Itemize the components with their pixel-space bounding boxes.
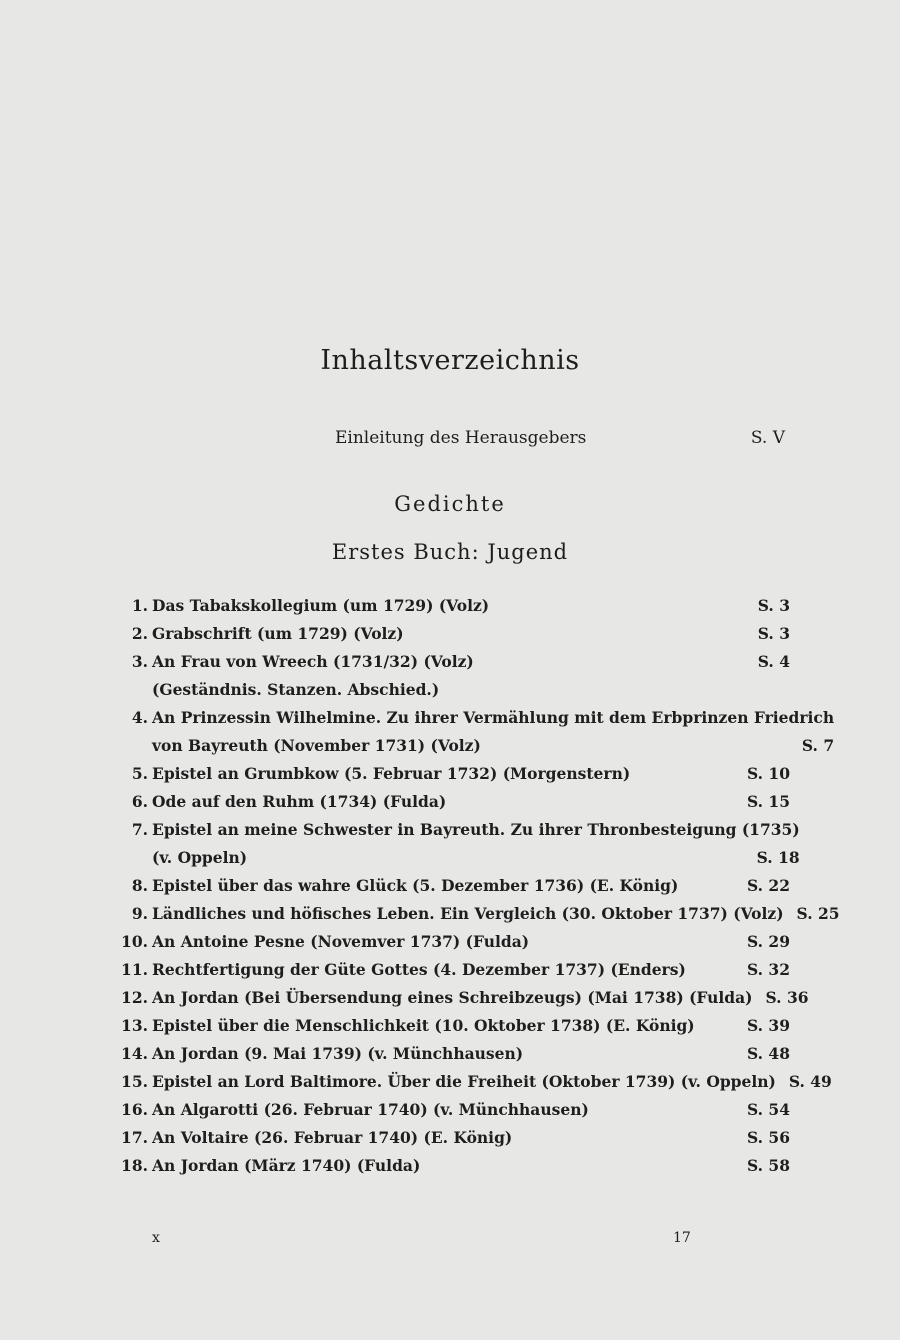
entry-title: An Jordan (9. Mai 1739) (v. Münchhausen) [152,1044,524,1063]
entry-number: 10. [121,932,148,951]
entry-page: S. 25 [796,904,840,923]
toc-entry [110,620,790,648]
entry-title: An Antoine Pesne (Novemver 1737) (Fulda) [152,932,530,951]
toc-entry [110,1152,790,1180]
entry-page: S. 3 [757,624,790,643]
entry-page: S. 7 [801,736,835,755]
entry-title: Epistel über das wahre Glück (5. Dezember 1736) (E. König) [152,876,679,895]
entry-number: 2. [131,624,148,643]
page-title: Inhaltsverzeichnis [320,345,580,376]
toc-entry [110,1040,790,1068]
entry-number: 13. [121,1016,148,1035]
entry-number: 12. [121,988,148,1007]
entry-page: S. 36 [765,988,809,1007]
entry-title: Ode auf den Ruhm (1734) (Fulda) [152,792,447,811]
section-title: Gedichte [394,492,506,516]
entry-title: An Jordan (März 1740) (Fulda) [152,1156,421,1175]
toc-entry [110,648,790,704]
entry-page: S. 56 [746,1128,790,1147]
entry-title: An Algarotti (26. Februar 1740) (v. Münchhausen) [152,1100,589,1119]
entry-page: S. 54 [746,1100,790,1119]
toc-entry [110,1012,790,1040]
toc-entry [110,956,790,984]
entry-title: Grabschrift (um 1729) (Volz) [152,624,404,643]
entry-title: An Frau von Wreech (1731/32) (Volz) [152,652,474,671]
entry-number: 18. [121,1156,148,1175]
intro-entry [335,428,785,448]
entry-title: Epistel an Grumbkow (5. Februar 1732) (Morgenstern) [152,764,631,783]
entry-title: Das Tabakskollegium (um 1729) (Volz) [152,596,490,615]
entry-page: S. 3 [757,596,790,615]
toc-entry [110,816,800,872]
intro-label: Einleitung des Herausgebers [335,428,587,448]
toc-entry [110,1096,790,1124]
toc-entry [110,984,809,1012]
toc-entry [110,900,840,928]
entry-title: An Jordan (Bei Übersendung eines Schreibzeugs) (Mai 1738) (Fulda) [152,988,753,1007]
entry-page: S. 29 [746,932,790,951]
entry-page: S. 39 [746,1016,790,1035]
entry-page: S. 58 [746,1156,790,1175]
entry-page: S. 18 [756,848,800,867]
entry-page: S. 48 [746,1044,790,1063]
subsection-title: Erstes Buch: Jugend [331,540,569,564]
toc-entry [110,928,790,956]
entry-title-continued: von Bayreuth (November 1731) (Volz) [152,736,481,755]
footer-right-page-number: 17 [673,1230,691,1246]
entry-number: 15. [121,1072,148,1091]
entry-number: 4. [131,708,148,727]
toc-entry [110,788,790,816]
entry-number: 9. [131,904,148,923]
entry-page: S. 22 [746,876,790,895]
toc-entry [110,872,790,900]
entry-page: S. 15 [746,792,790,811]
entry-page: S. 32 [746,960,790,979]
footer-left-page-number: x [152,1230,160,1246]
toc-entry [110,1124,790,1152]
entry-title-continued: (v. Oppeln) [152,848,248,867]
entry-title: Epistel über die Menschlichkeit (10. Oktober 1738) (E. König) [152,1016,695,1035]
entry-number: 14. [121,1044,148,1063]
entry-title: An Voltaire (26. Februar 1740) (E. König) [152,1128,513,1147]
entry-page: S. 4 [757,652,790,671]
toc-entry [110,760,790,788]
intro-page: S. V [750,428,785,448]
toc-entry [110,704,835,760]
entry-number: 16. [121,1100,148,1119]
entry-page: S. 49 [788,1072,832,1091]
entry-title: An Prinzessin Wilhelmine. Zu ihrer Vermählung mit dem Erbprinzen Friedrich [152,708,835,727]
entry-number: 7. [131,820,148,839]
toc-entry [110,592,790,620]
entry-number: 1. [131,596,148,615]
entry-title-continued: (Geständnis. Stanzen. Abschied.) [152,680,440,699]
entry-number: 11. [121,960,148,979]
entry-title: Epistel an meine Schwester in Bayreuth. Zu ihrer Thronbesteigung (1735) [152,820,800,839]
entry-number: 3. [131,652,148,671]
entry-title: Ländliches und höfisches Leben. Ein Vergleich (30. Oktober 1737) (Volz) [152,904,784,923]
entry-number: 17. [121,1128,148,1147]
entry-number: 6. [131,792,148,811]
toc-entry [110,1068,832,1096]
table-of-contents [110,592,840,1180]
entry-title: Rechtfertigung der Güte Gottes (4. Dezember 1737) (Enders) [152,960,686,979]
entry-number: 8. [131,876,148,895]
entry-page: S. 10 [746,764,790,783]
entry-title: Epistel an Lord Baltimore. Über die Freiheit (Oktober 1739) (v. Oppeln) [152,1072,776,1091]
entry-number: 5. [131,764,148,783]
